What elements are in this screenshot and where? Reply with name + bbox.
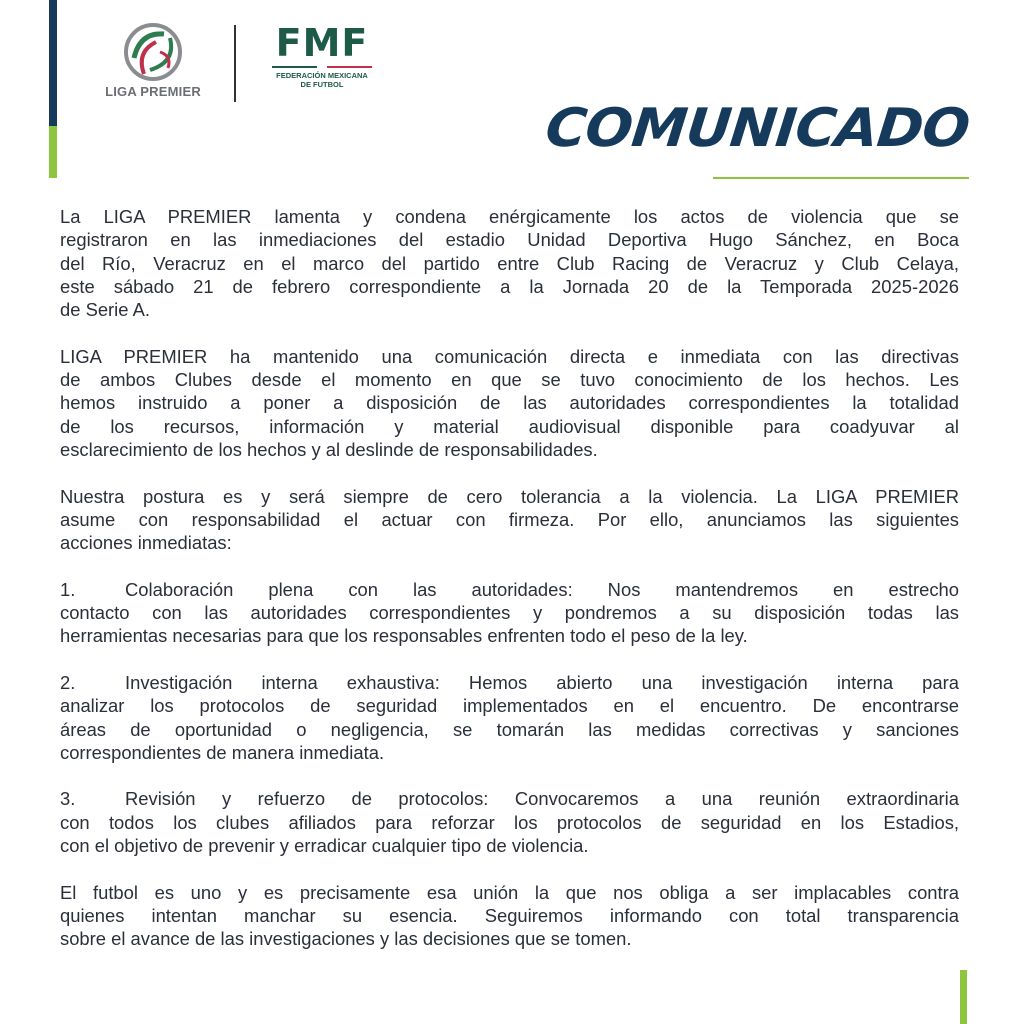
liga-premier-emblem-icon: [120, 22, 186, 82]
line-text: con el objetivo de prevenir y erradicar cualquier tipo de violencia.: [60, 835, 589, 857]
line-text: El futbol es uno y es precisamente esa unión la que nos obliga a ser implacables contra: [60, 881, 959, 903]
line-text: registraron en las inmediaciones del estadio Unidad Deportiva Hugo Sánchez, en Boca: [60, 229, 959, 251]
logo-divider: [234, 25, 236, 102]
text-line: [60, 205, 959, 228]
text-line: [60, 368, 959, 391]
line-text: analizar los protocolos de seguridad implementados en el encuentro. De encontrarse: [60, 695, 959, 717]
line-text: acciones inmediatas:: [60, 532, 232, 554]
accent-bar-navy: [49, 0, 57, 126]
text-line: [60, 811, 959, 834]
numbered-item: [60, 578, 959, 648]
text-line: [60, 694, 959, 717]
line-text: sobre el avance de las investigaciones y las decisiones que se tomen.: [60, 928, 632, 950]
line-text: de los recursos, información y material audiovisual disponible para coadyuvar al: [60, 415, 959, 437]
line-text: áreas de oportunidad o negligencia, se tomarán las medidas correctivas y sanciones: [60, 718, 959, 740]
item-number: 2.: [60, 671, 76, 693]
text-line: [60, 741, 959, 764]
line-text: Revisión y refuerzo de protocolos: Convocaremos a una reunión extraordinaria: [125, 788, 959, 810]
text-line: [60, 601, 959, 624]
line-text: asume con responsabilidad el actuar con firmeza. Por ello, anunciamos las siguientes: [60, 508, 959, 530]
paragraph: [60, 881, 959, 951]
liga-premier-logo-text: LIGA PREMIER: [105, 84, 201, 99]
fmf-logo: [270, 21, 374, 89]
line-text: Investigación interna exhaustiva: Hemos abierto una investigación interna para: [125, 671, 959, 693]
text-line: [60, 485, 959, 508]
line-text: de Serie A.: [60, 299, 150, 321]
line-text: Colaboración plena con las autoridades: Nos mantendremos en estrecho: [125, 578, 959, 600]
line-text: hemos instruido a poner a disposición de las autoridades correspondientes la totalidad: [60, 392, 959, 414]
item-number: 3.: [60, 788, 76, 810]
text-line: [60, 275, 959, 298]
statement-body: [60, 205, 959, 974]
line-text: quienes intentan manchar su esencia. Seguiremos informando con total transparencia: [60, 904, 959, 926]
accent-bar-bottom-right: [960, 970, 967, 1024]
text-line: [60, 415, 959, 438]
text-line: [60, 508, 959, 531]
text-line: [60, 834, 959, 857]
numbered-item: [60, 671, 959, 764]
title-underline: [713, 177, 969, 179]
text-line: [60, 927, 959, 950]
numbered-item: [60, 787, 959, 857]
fmf-subtitle-2: DE FUTBOL: [300, 80, 344, 89]
liga-premier-logo: [98, 22, 208, 104]
line-text: del Río, Veracruz en el marco del partido entre Club Racing de Veracruz y Club Celaya,: [60, 252, 959, 274]
line-text: La LIGA PREMIER lamenta y condena enérgicamente los actos de violencia que se: [60, 206, 959, 227]
paragraph: [60, 485, 959, 555]
line-text: Nuestra postura es y será siempre de cero tolerancia a la violencia. La LIGA PREMIER: [60, 485, 959, 507]
item-number: 1.: [60, 578, 76, 600]
line-text: herramientas necesarias para que los responsables enfrenten todo el peso de la ley.: [60, 625, 748, 647]
text-line: [60, 671, 959, 694]
line-text: correspondientes de manera inmediata.: [60, 741, 385, 763]
text-line: [60, 787, 959, 810]
text-line: [60, 718, 959, 741]
line-text: esclarecimiento de los hechos y al deslinde de responsabilidades.: [60, 438, 598, 460]
page-title: COMUNICADO: [542, 98, 973, 159]
paragraph: [60, 205, 959, 321]
accent-bar-green: [49, 126, 57, 178]
text-line: [60, 904, 959, 927]
text-line: [60, 531, 959, 554]
text-line: [60, 228, 959, 251]
text-line: [60, 438, 959, 461]
text-line: [60, 298, 959, 321]
text-line: [60, 345, 959, 368]
fmf-ball-line-icon: [272, 66, 372, 68]
fmf-logo-text: FMF: [275, 21, 369, 65]
text-line: [60, 578, 959, 601]
line-text: con todos los clubes afiliados para reforzar los protocolos de seguridad en los Estadios,: [60, 811, 959, 833]
line-text: LIGA PREMIER ha mantenido una comunicación directa e inmediata con las directivas: [60, 345, 959, 367]
fmf-subtitle-1: FEDERACIÓN MEXICANA: [276, 71, 368, 80]
line-text: contacto con las autoridades correspondientes y pondremos a su disposición todas las: [60, 602, 959, 624]
text-line: [60, 252, 959, 275]
paragraph: [60, 345, 959, 461]
text-line: [60, 881, 959, 904]
text-line: [60, 624, 959, 647]
text-line: [60, 391, 959, 414]
line-text: este sábado 21 de febrero correspondiente a la Jornada 20 de la Temporada 2025-2026: [60, 275, 959, 297]
line-text: de ambos Clubes desde el momento en que se tuvo conocimiento de los hechos. Les: [60, 369, 959, 391]
